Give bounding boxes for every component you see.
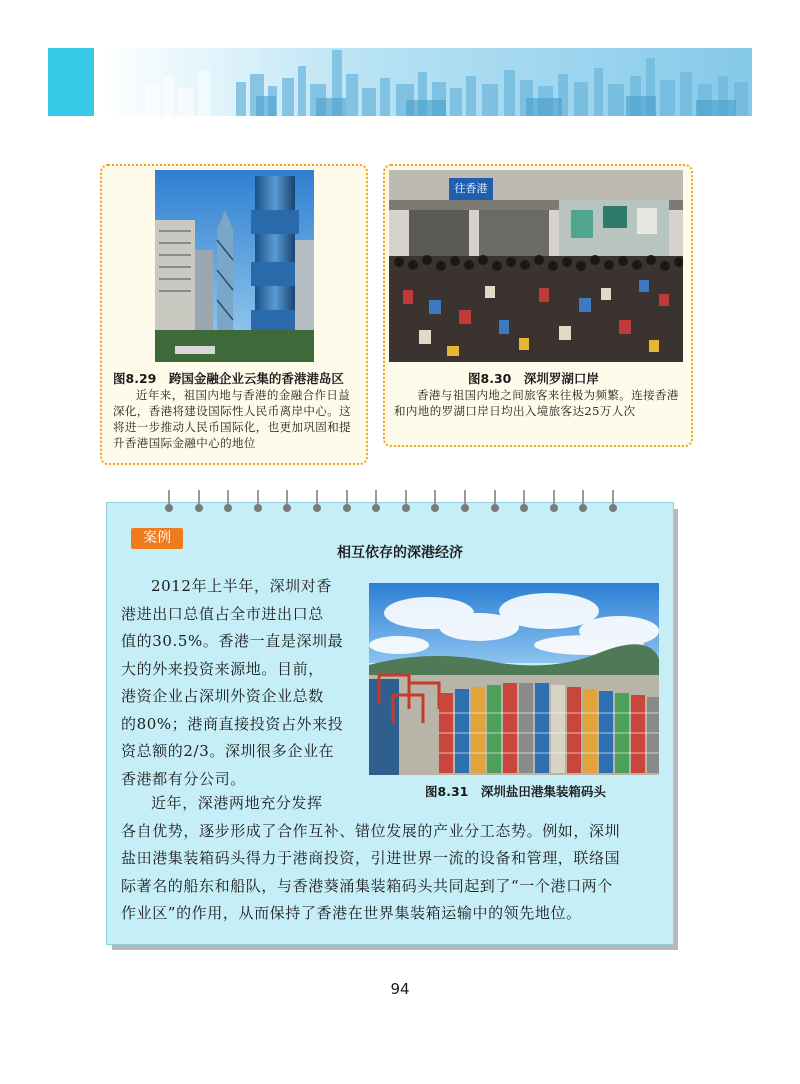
para2-line-4: 际著名的船东和船队，与香港葵涌集装箱码头共同起到了“一个港口两个 xyxy=(121,876,613,895)
para1-line-4: 大的外来投资来源地。目前， xyxy=(121,659,324,678)
port-sign: 往香港 xyxy=(449,178,493,200)
binder-ring xyxy=(521,490,527,514)
hong-kong-island-photo xyxy=(155,170,314,362)
figure-description-8-30: 香港与祖国内地之间旅客来往极为频繁。连接香港和内地的罗湖口岸日均出入境旅客达25万人次 xyxy=(394,388,679,418)
binder-ring xyxy=(255,490,261,514)
para2-line-1: 近年，深港两地充分发挥 xyxy=(151,794,323,812)
binder-ring xyxy=(225,490,231,514)
figure-description-8-29: 近年来，祖国内地与香港的金融合作日益深化，香港将建设国际性人民币离岸中心。这将进一步推动人民币国际化，也更加巩固和提升香港国际金融中心的地位 xyxy=(113,388,351,450)
binder-ring xyxy=(551,490,557,514)
para2-line-3: 盐田港集装箱码头得力于港商投资，引进世界一流的设备和管理，联络国 xyxy=(121,849,621,867)
para2-line-5: 作业区”的作用，从而保持了香港在世界集装箱运输中的领先地位。 xyxy=(121,904,582,922)
binder-ring xyxy=(196,490,202,514)
binder-ring xyxy=(344,490,350,514)
para1-line-5: 港资企业占深圳外资企业总数 xyxy=(121,687,324,705)
para1-line-6: 的80%；港商直接投资占外来投 xyxy=(121,714,344,733)
para1-line-2: 港进出口总值占全市进出口总 xyxy=(121,604,324,623)
para1-line-3: 值的30.5%。香港一直是深圳最 xyxy=(121,632,344,650)
binder-ring xyxy=(314,490,320,514)
skyline-banner xyxy=(106,48,752,116)
figure-caption-8-30: 图8.30 深圳罗湖口岸 xyxy=(468,371,599,386)
binder-ring xyxy=(166,490,172,514)
luohu-port-photo xyxy=(389,170,683,362)
binder-ring xyxy=(373,490,379,514)
para1-line-7: 资总额的2/3。深圳很多企业在 xyxy=(121,742,335,760)
yantian-container-terminal-photo xyxy=(369,583,659,775)
para1-line-1: 2012年上半年，深圳对香 xyxy=(151,577,332,595)
binder-ring xyxy=(610,490,616,514)
case-paragraph-2 xyxy=(121,790,666,928)
binder-ring xyxy=(492,490,498,514)
page-number: 94 xyxy=(390,980,410,998)
binder-ring xyxy=(432,490,438,514)
binder-ring xyxy=(403,490,409,514)
case-paragraph-1 xyxy=(121,573,366,793)
figure-caption-8-29: 图8.29 跨国金融企业云集的香港港岛区 xyxy=(113,371,344,386)
para2-line-2: 各自优势，逐步形成了合作互补、错位发展的产业分工态势。例如，深圳 xyxy=(121,821,621,840)
binder-ring xyxy=(284,490,290,514)
case-badge: 案例 xyxy=(131,528,183,549)
binder-ring xyxy=(580,490,586,514)
header-color-block xyxy=(48,48,94,116)
para1-line-8: 香港都有分公司。 xyxy=(121,769,246,788)
case-title: 相互依存的深港经济 xyxy=(337,545,463,561)
binder-ring xyxy=(462,490,468,514)
figure-caption-8-31: 图8.31 深圳盐田港集装箱码头 xyxy=(425,784,606,799)
